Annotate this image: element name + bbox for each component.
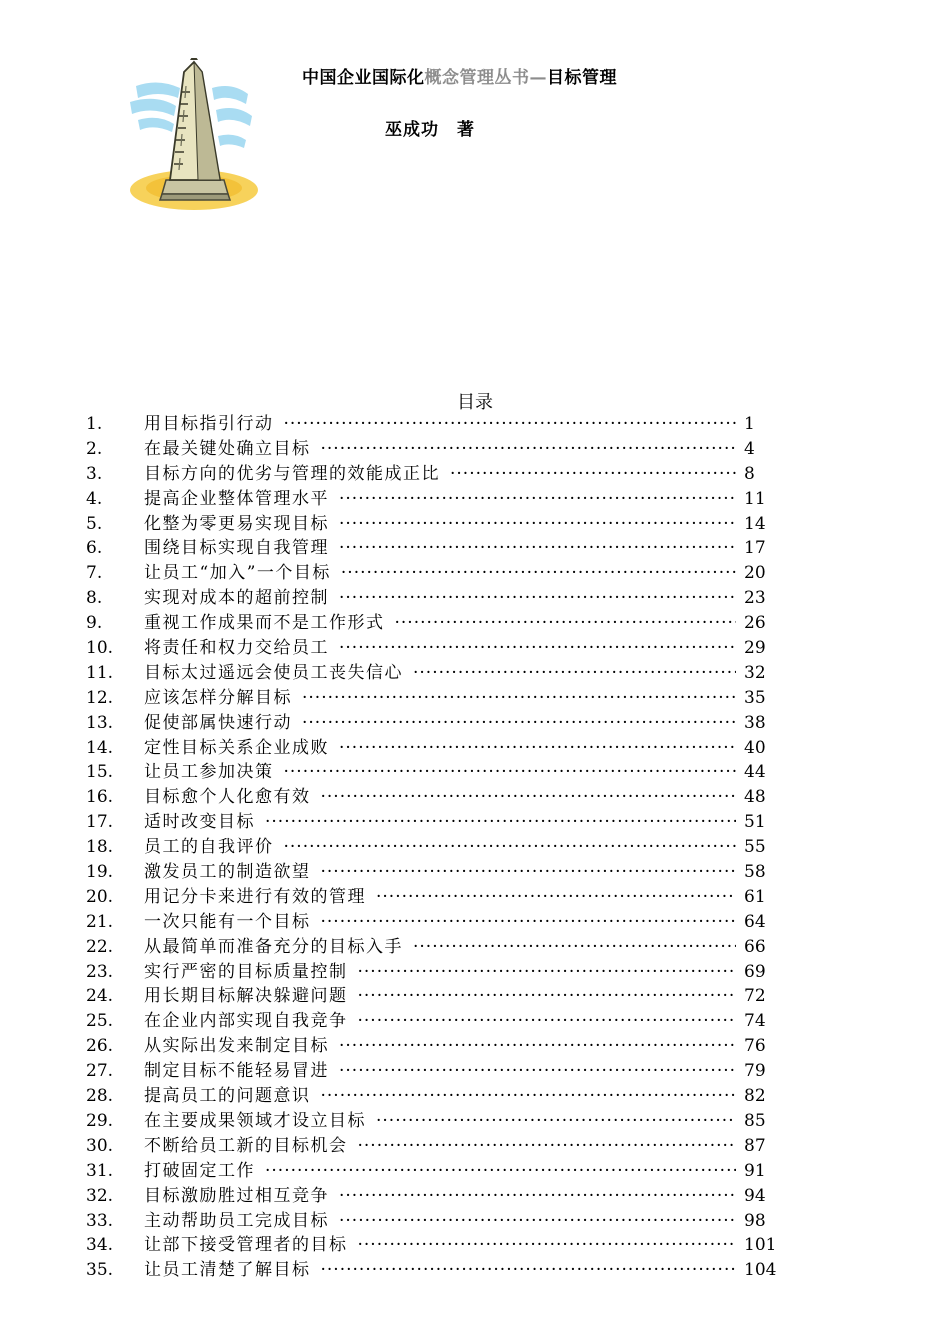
toc-entry[interactable] <box>86 711 786 736</box>
toc-entry-page: 72 <box>744 986 766 1007</box>
toc-dot-leader <box>284 412 737 437</box>
toc-entry-page: 38 <box>744 712 766 733</box>
toc-entry[interactable] <box>86 1109 786 1134</box>
toc-entry[interactable] <box>86 935 786 960</box>
toc-dot-leader <box>341 561 736 586</box>
toc-entry-number: 7. <box>86 563 103 584</box>
toc-dot-leader <box>376 1109 736 1134</box>
toc-entry-number: 1. <box>86 414 103 434</box>
toc-entry-page: 98 <box>744 1210 766 1231</box>
toc-entry-title: 一次只能有一个目标 <box>144 911 311 932</box>
toc-dot-leader <box>321 910 737 935</box>
toc-entry-title: 适时改变目标 <box>144 812 255 833</box>
toc-entry-page: 8 <box>744 463 755 484</box>
tower-monument-illustration <box>128 58 260 216</box>
toc-entry-page: 61 <box>744 886 766 907</box>
toc-dot-leader <box>339 512 736 537</box>
toc-entry-title: 用目标指引行动 <box>144 414 274 434</box>
toc-entry-number: 31. <box>86 1160 114 1181</box>
toc-entry-page: 29 <box>744 638 766 659</box>
toc-entry[interactable] <box>86 1209 786 1234</box>
toc-dot-leader <box>376 885 736 910</box>
toc-entry-number: 9. <box>86 613 103 634</box>
toc-entry-title: 用记分卡来进行有效的管理 <box>144 886 366 907</box>
toc-entry-page: 11 <box>744 488 766 509</box>
toc-dot-leader <box>413 661 736 686</box>
toc-entry-page: 4 <box>744 438 755 459</box>
toc-dot-leader <box>321 437 737 462</box>
toc-dot-leader <box>339 586 736 611</box>
toc-entry-page: 82 <box>744 1086 766 1107</box>
toc-dot-leader <box>358 960 737 985</box>
toc-entry-page: 64 <box>744 911 766 932</box>
toc-dot-leader <box>339 487 736 512</box>
toc-entry-title: 实现对成本的超前控制 <box>144 588 329 609</box>
toc-dot-leader <box>339 736 736 761</box>
toc-entry-title: 员工的自我评价 <box>144 837 274 858</box>
toc-entry-number: 26. <box>86 1036 114 1057</box>
toc-entry[interactable] <box>86 586 786 611</box>
toc-dot-leader <box>284 835 737 860</box>
toc-dot-leader <box>321 860 737 885</box>
toc-dot-leader <box>358 1134 737 1159</box>
toc-dot-leader <box>339 1184 736 1209</box>
toc-dot-leader <box>302 711 736 736</box>
toc-entry-title: 定性目标关系企业成败 <box>144 737 329 758</box>
toc-entry-number: 27. <box>86 1061 114 1082</box>
toc-entry-page: 17 <box>744 538 766 559</box>
toc-entry-page: 48 <box>744 787 766 808</box>
toc-entry-title: 在企业内部实现自我竞争 <box>144 1011 348 1032</box>
book-title-subseries: 概念管理丛书 <box>424 68 530 88</box>
toc-entry[interactable] <box>86 1258 786 1283</box>
toc-entry-title: 将责任和权力交给员工 <box>144 638 329 659</box>
toc-entry-number: 28. <box>86 1086 114 1107</box>
toc-entry-title: 从实际出发来制定目标 <box>144 1036 329 1057</box>
toc-entry-title: 促使部属快速行动 <box>144 712 292 733</box>
toc-dot-leader <box>450 462 736 487</box>
toc-entry-number: 3. <box>86 463 103 484</box>
author-role: 著 <box>457 120 475 140</box>
toc-entry-number: 15. <box>86 762 114 783</box>
toc-entry[interactable] <box>86 984 786 1009</box>
toc-entry-page: 51 <box>744 812 766 833</box>
toc-entry-page: 66 <box>744 936 766 957</box>
toc-entry-page: 23 <box>744 588 766 609</box>
toc-entry-title: 围绕目标实现自我管理 <box>144 538 329 559</box>
toc-entry[interactable] <box>86 437 786 462</box>
toc-entry-page: 87 <box>744 1135 766 1156</box>
toc-entry[interactable] <box>86 810 786 835</box>
toc-entry[interactable] <box>86 412 786 437</box>
toc-heading: 目录 <box>457 392 493 413</box>
toc-entry-number: 18. <box>86 837 114 858</box>
toc-entry-page: 40 <box>744 737 766 758</box>
toc-entry[interactable] <box>86 760 786 785</box>
toc-entry-number: 34. <box>86 1235 114 1256</box>
toc-entry-title: 制定目标不能轻易冒进 <box>144 1061 329 1082</box>
toc-entry-title: 让部下接受管理者的目标 <box>144 1235 348 1256</box>
toc-entry-number: 12. <box>86 687 114 708</box>
book-title-series: 中国企业国际化 <box>302 68 425 88</box>
toc-dot-leader <box>339 1209 736 1234</box>
toc-entry[interactable] <box>86 1184 786 1209</box>
toc-entry[interactable] <box>86 1233 786 1258</box>
toc-entry-number: 4. <box>86 488 103 509</box>
toc-entry[interactable] <box>86 1034 786 1059</box>
toc-dot-leader <box>321 785 737 810</box>
toc-entry[interactable] <box>86 736 786 761</box>
toc-dot-leader <box>339 536 736 561</box>
toc-entry[interactable] <box>86 611 786 636</box>
toc-entry-title: 用长期目标解决躲避问题 <box>144 986 348 1007</box>
toc-entry-number: 32. <box>86 1185 114 1206</box>
toc-entry-title: 提高员工的问题意识 <box>144 1086 311 1107</box>
table-of-contents <box>86 412 786 1283</box>
toc-entry[interactable] <box>86 487 786 512</box>
toc-entry-title: 主动帮助员工完成目标 <box>144 1210 329 1231</box>
toc-dot-leader <box>395 611 737 636</box>
toc-entry-page: 104 <box>744 1260 777 1281</box>
toc-entry-number: 22. <box>86 936 114 957</box>
toc-entry-page: 35 <box>744 687 766 708</box>
toc-entry-page: 74 <box>744 1011 766 1032</box>
book-title-dash: — <box>529 68 547 88</box>
toc-entry-number: 21. <box>86 911 114 932</box>
toc-entry-title: 应该怎样分解目标 <box>144 687 292 708</box>
toc-entry-title: 目标激励胜过相互竞争 <box>144 1185 329 1206</box>
toc-dot-leader <box>413 935 736 960</box>
toc-entry-number: 25. <box>86 1011 114 1032</box>
toc-entry[interactable] <box>86 835 786 860</box>
author-name: 巫成功 <box>385 120 439 140</box>
toc-entry-title: 重视工作成果而不是工作形式 <box>144 613 385 634</box>
toc-entry-title: 目标太过遥远会使员工丧失信心 <box>144 662 403 683</box>
toc-entry-number: 33. <box>86 1210 114 1231</box>
toc-entry[interactable] <box>86 661 786 686</box>
toc-entry-title: 让员工参加决策 <box>144 762 274 783</box>
toc-entry-title: 在主要成果领域才设立目标 <box>144 1110 366 1131</box>
toc-entry-number: 20. <box>86 886 114 907</box>
toc-entry[interactable] <box>86 1159 786 1184</box>
toc-entry[interactable] <box>86 1134 786 1159</box>
toc-entry-title: 目标方向的优劣与管理的效能成正比 <box>144 463 440 484</box>
toc-entry-title: 提高企业整体管理水平 <box>144 488 329 509</box>
toc-entry-number: 8. <box>86 588 103 609</box>
toc-entry-number: 6. <box>86 538 103 559</box>
toc-dot-leader <box>265 1159 736 1184</box>
toc-entry[interactable] <box>86 561 786 586</box>
toc-entry-number: 29. <box>86 1110 114 1131</box>
toc-entry-number: 24. <box>86 986 114 1007</box>
toc-entry[interactable] <box>86 1009 786 1034</box>
toc-entry-number: 17. <box>86 812 114 833</box>
toc-dot-leader <box>284 760 737 785</box>
toc-entry-number: 19. <box>86 862 114 883</box>
toc-entry[interactable] <box>86 536 786 561</box>
toc-dot-leader <box>339 636 736 661</box>
toc-entry-number: 23. <box>86 961 114 982</box>
toc-entry-page: 1 <box>744 414 755 434</box>
toc-dot-leader <box>358 1233 737 1258</box>
toc-entry-page: 26 <box>744 613 766 634</box>
toc-entry-page: 44 <box>744 762 766 783</box>
toc-entry-page: 79 <box>744 1061 766 1082</box>
toc-entry[interactable] <box>86 960 786 985</box>
toc-entry[interactable] <box>86 512 786 537</box>
toc-entry-page: 20 <box>744 563 766 584</box>
toc-entry[interactable] <box>86 785 786 810</box>
toc-entry[interactable] <box>86 636 786 661</box>
toc-entry-page: 14 <box>744 513 766 534</box>
toc-entry-number: 13. <box>86 712 114 733</box>
toc-entry-title: 激发员工的制造欲望 <box>144 862 311 883</box>
toc-entry-title: 让员工“加入”一个目标 <box>144 563 331 584</box>
toc-entry-number: 2. <box>86 438 103 459</box>
toc-entry-number: 10. <box>86 638 114 659</box>
toc-entry-page: 91 <box>744 1160 766 1181</box>
toc-entry[interactable] <box>86 860 786 885</box>
toc-entry-number: 35. <box>86 1260 114 1281</box>
book-title <box>302 63 617 88</box>
toc-entry-title: 在最关键处确立目标 <box>144 438 311 459</box>
toc-entry-page: 69 <box>744 961 766 982</box>
toc-entry-number: 16. <box>86 787 114 808</box>
toc-dot-leader <box>265 810 736 835</box>
toc-entry-title: 从最简单而准备充分的目标入手 <box>144 936 403 957</box>
book-title-main: 目标管理 <box>547 68 617 88</box>
toc-entry[interactable] <box>86 910 786 935</box>
author-line <box>385 115 475 140</box>
toc-entry-number: 30. <box>86 1135 114 1156</box>
toc-entry-page: 58 <box>744 862 766 883</box>
toc-dot-leader <box>358 1009 737 1034</box>
toc-dot-leader <box>302 686 736 711</box>
toc-entry[interactable] <box>86 885 786 910</box>
toc-entry-page: 76 <box>744 1036 766 1057</box>
toc-entry-number: 11. <box>86 662 114 683</box>
toc-dot-leader <box>339 1059 736 1084</box>
toc-entry-page: 85 <box>744 1110 766 1131</box>
toc-entry-page: 32 <box>744 662 766 683</box>
toc-entry-page: 101 <box>744 1235 777 1256</box>
toc-dot-leader <box>321 1258 737 1283</box>
toc-entry-title: 目标愈个人化愈有效 <box>144 787 311 808</box>
toc-dot-leader <box>358 984 737 1009</box>
toc-entry-title: 化整为零更易实现目标 <box>144 513 329 534</box>
toc-entry[interactable] <box>86 1059 786 1084</box>
toc-entry-page: 94 <box>744 1185 766 1206</box>
toc-entry[interactable] <box>86 686 786 711</box>
toc-entry-page: 55 <box>744 837 766 858</box>
toc-entry-title: 实行严密的目标质量控制 <box>144 961 348 982</box>
toc-entry-title: 让员工清楚了解目标 <box>144 1260 311 1281</box>
toc-entry-title: 打破固定工作 <box>144 1160 255 1181</box>
toc-entry-number: 14. <box>86 737 114 758</box>
toc-entry[interactable] <box>86 1084 786 1109</box>
toc-entry-number: 5. <box>86 513 103 534</box>
toc-entry[interactable] <box>86 462 786 487</box>
toc-dot-leader <box>339 1034 736 1059</box>
toc-dot-leader <box>321 1084 737 1109</box>
toc-entry-title: 不断给员工新的目标机会 <box>144 1135 348 1156</box>
